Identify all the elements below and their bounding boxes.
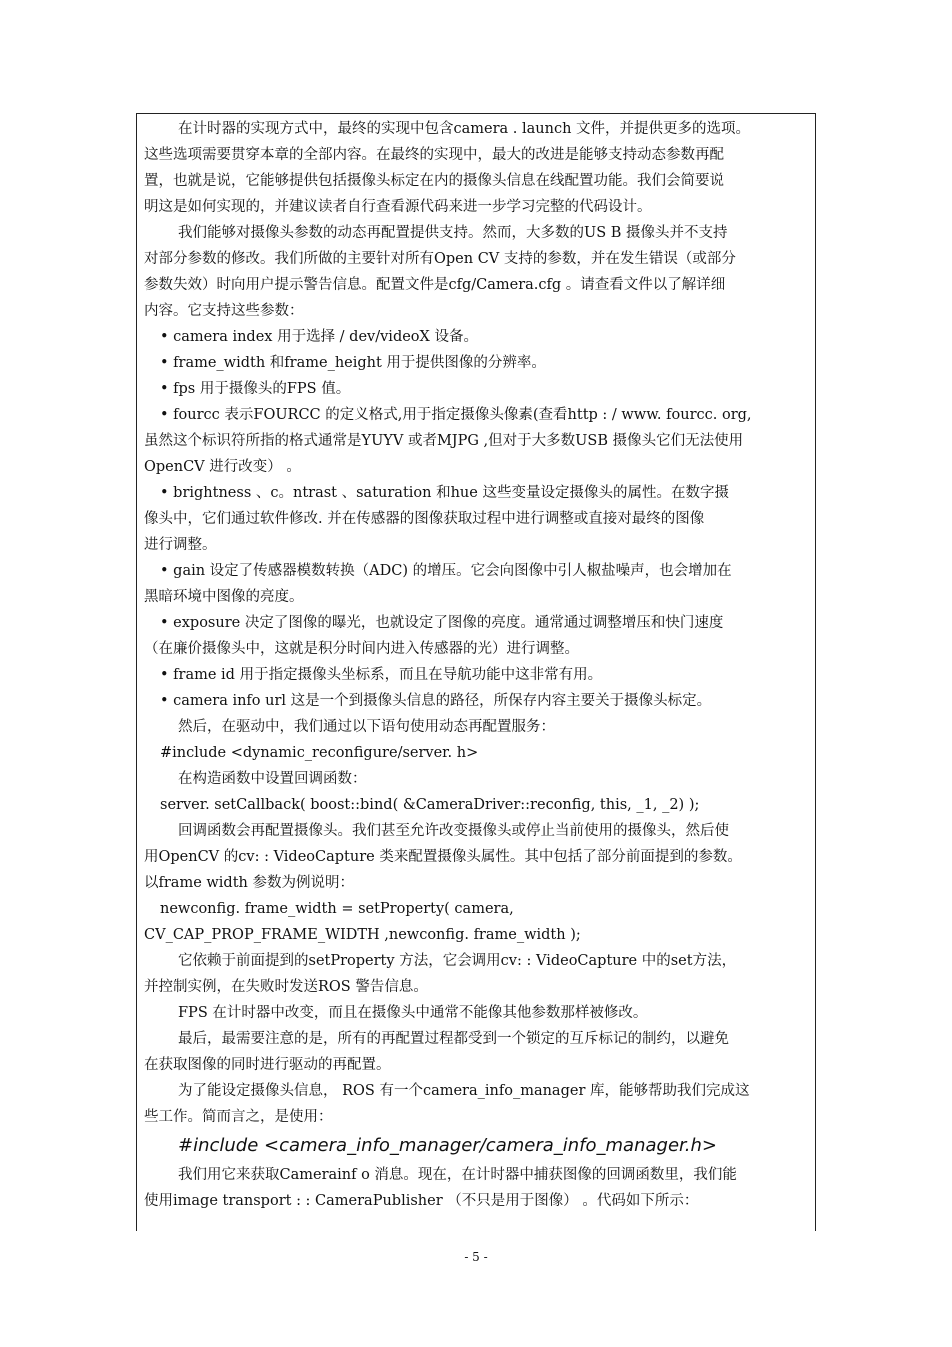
paragraph-line: 对部分参数的修改。我们所做的主要针对所有Open CV 支持的参数，并在发生错误（或部分: [144, 251, 736, 267]
paragraph-line: 以frame width 参数为例说明：: [144, 875, 354, 891]
bullet-item: • camera info url 这是一个到摄像头信息的路径，所保存内容主要关于摄像头标定。: [160, 693, 712, 709]
code-line: server. setCallback( boost::bind( &CameraDriver::reconfig, this, _1, _2) );: [160, 797, 700, 813]
paragraph-line: 参数失效）时向用户提示警告信息。配置文件是cfg/Camera.cfg 。请查看文件以了解详细: [144, 277, 726, 293]
paragraph-line: 虽然这个标识符所指的格式通常是YUYV 或者MJPG ,但对于大多数USB 摄像头它们无法使用: [144, 433, 744, 449]
paragraph-line: 它依赖于前面提到的setProperty 方法，它会调用cv: : VideoCapture 中的set方法，: [178, 953, 737, 969]
paragraph-line: 在构造函数中设置回调函数：: [178, 771, 367, 787]
bullet-item: • frame_width 和frame_height 用于提供图像的分辨率。: [160, 355, 546, 371]
paragraph-line: 像头中，它们通过软件修改. 并在传感器的图像获取过程中进行调整或直接对最终的图像: [144, 511, 705, 527]
paragraph-line: OpenCV 进行改变） 。: [144, 459, 301, 475]
paragraph-line: 在计时器的实现方式中，最终的实现中包含camera . launch 文件，并提供更多的选项。: [178, 121, 751, 137]
bullet-item: • exposure 决定了图像的曝光，也就设定了图像的亮度。通常通过调整增压和快门速度: [160, 615, 724, 631]
paragraph-line: 黑暗环境中图像的亮度。: [144, 589, 304, 605]
bullet-item: • camera index 用于选择 / dev/videoX 设备。: [160, 329, 478, 345]
code-line: CV_CAP_PROP_FRAME_WIDTH ,newconfig. frame_width );: [144, 927, 581, 943]
bullet-item: • frame id 用于指定摄像头坐标系，而且在导航功能中这非常有用。: [160, 667, 603, 683]
paragraph-line: 这些选项需要贯穿本章的全部内容。在最终的实现中，最大的改进是能够支持动态参数再配: [144, 147, 724, 163]
page-number: - 5 -: [464, 1250, 488, 1264]
paragraph-line: 我们用它来获取Camerainf o 消息。现在，在计时器中捕获图像的回调函数里，我们能: [178, 1167, 737, 1183]
code-line: newconfig. frame_width = setProperty( camera,: [160, 901, 514, 917]
paragraph-line: 用OpenCV 的cv: : VideoCapture 类来配置摄像头属性。其中包括了部分前面提到的参数。: [144, 849, 742, 865]
paragraph-line: 些工作。简而言之，是使用：: [144, 1109, 333, 1125]
paragraph-line: 然后，在驱动中，我们通过以下语句使用动态再配置服务：: [178, 719, 555, 735]
paragraph-line: 明这是如何实现的，并建议读者自行查看源代码来进一步学习完整的代码设计。: [144, 199, 652, 215]
paragraph-line: 我们能够对摄像头参数的动态再配置提供支持。然而，大多数的US B 摄像头并不支持: [178, 225, 728, 241]
bullet-item: • fourcc 表示FOURCC 的定义格式,用于指定摄像头像素(查看http : / www. fourcc. org,: [160, 407, 752, 423]
paragraph-line: 并控制实例，在失败时发送ROS 警告信息。: [144, 979, 428, 995]
handwritten-include-line: #include <camera_info_manager/camera_info_manager.h>: [178, 1135, 717, 1156]
paragraph-line: 进行调整。: [144, 537, 217, 553]
bullet-item: • fps 用于摄像头的FPS 值。: [160, 381, 351, 397]
paragraph-line: FPS 在计时器中改变，而且在摄像头中通常不能像其他参数那样被修改。: [178, 1005, 648, 1021]
paragraph-line: 最后，最需要注意的是，所有的再配置过程都受到一个锁定的互斥标记的制约，以避免: [178, 1031, 729, 1047]
paragraph-line: 置，也就是说，它能够提供包括摄像头标定在内的摄像头信息在线配置功能。我们会简要说: [144, 173, 724, 189]
bullet-item: • gain 设定了传感器模数转换（ADC) 的增压。它会向图像中引人椒盐噪声，也会增加在: [160, 563, 732, 579]
bullet-item: • brightness 、c。ntrast 、saturation 和hue 这些变量设定摄像头的属性。在数字摄: [160, 485, 729, 501]
code-line: #include <dynamic_reconfigure/server. h>: [160, 745, 479, 761]
paragraph-line: 回调函数会再配置摄像头。我们甚至允许改变摄像头或停止当前使用的摄像头，然后使: [178, 823, 729, 839]
paragraph-line: 为了能设定摄像头信息， ROS 有一个camera_info_manager 库，能够帮助我们完成这: [178, 1083, 750, 1099]
paragraph-line: 在获取图像的同时进行驱动的再配置。: [144, 1057, 391, 1073]
paragraph-line: 使用image transport : : CameraPublisher （不只是用于图像） 。代码如下所示：: [144, 1193, 699, 1209]
paragraph-line: 内容。它支持这些参数：: [144, 303, 304, 319]
document-body: [144, 116, 812, 1214]
paragraph-line: （在廉价摄像头中，这就是积分时间内进入传感器的光）进行调整。: [144, 641, 579, 657]
